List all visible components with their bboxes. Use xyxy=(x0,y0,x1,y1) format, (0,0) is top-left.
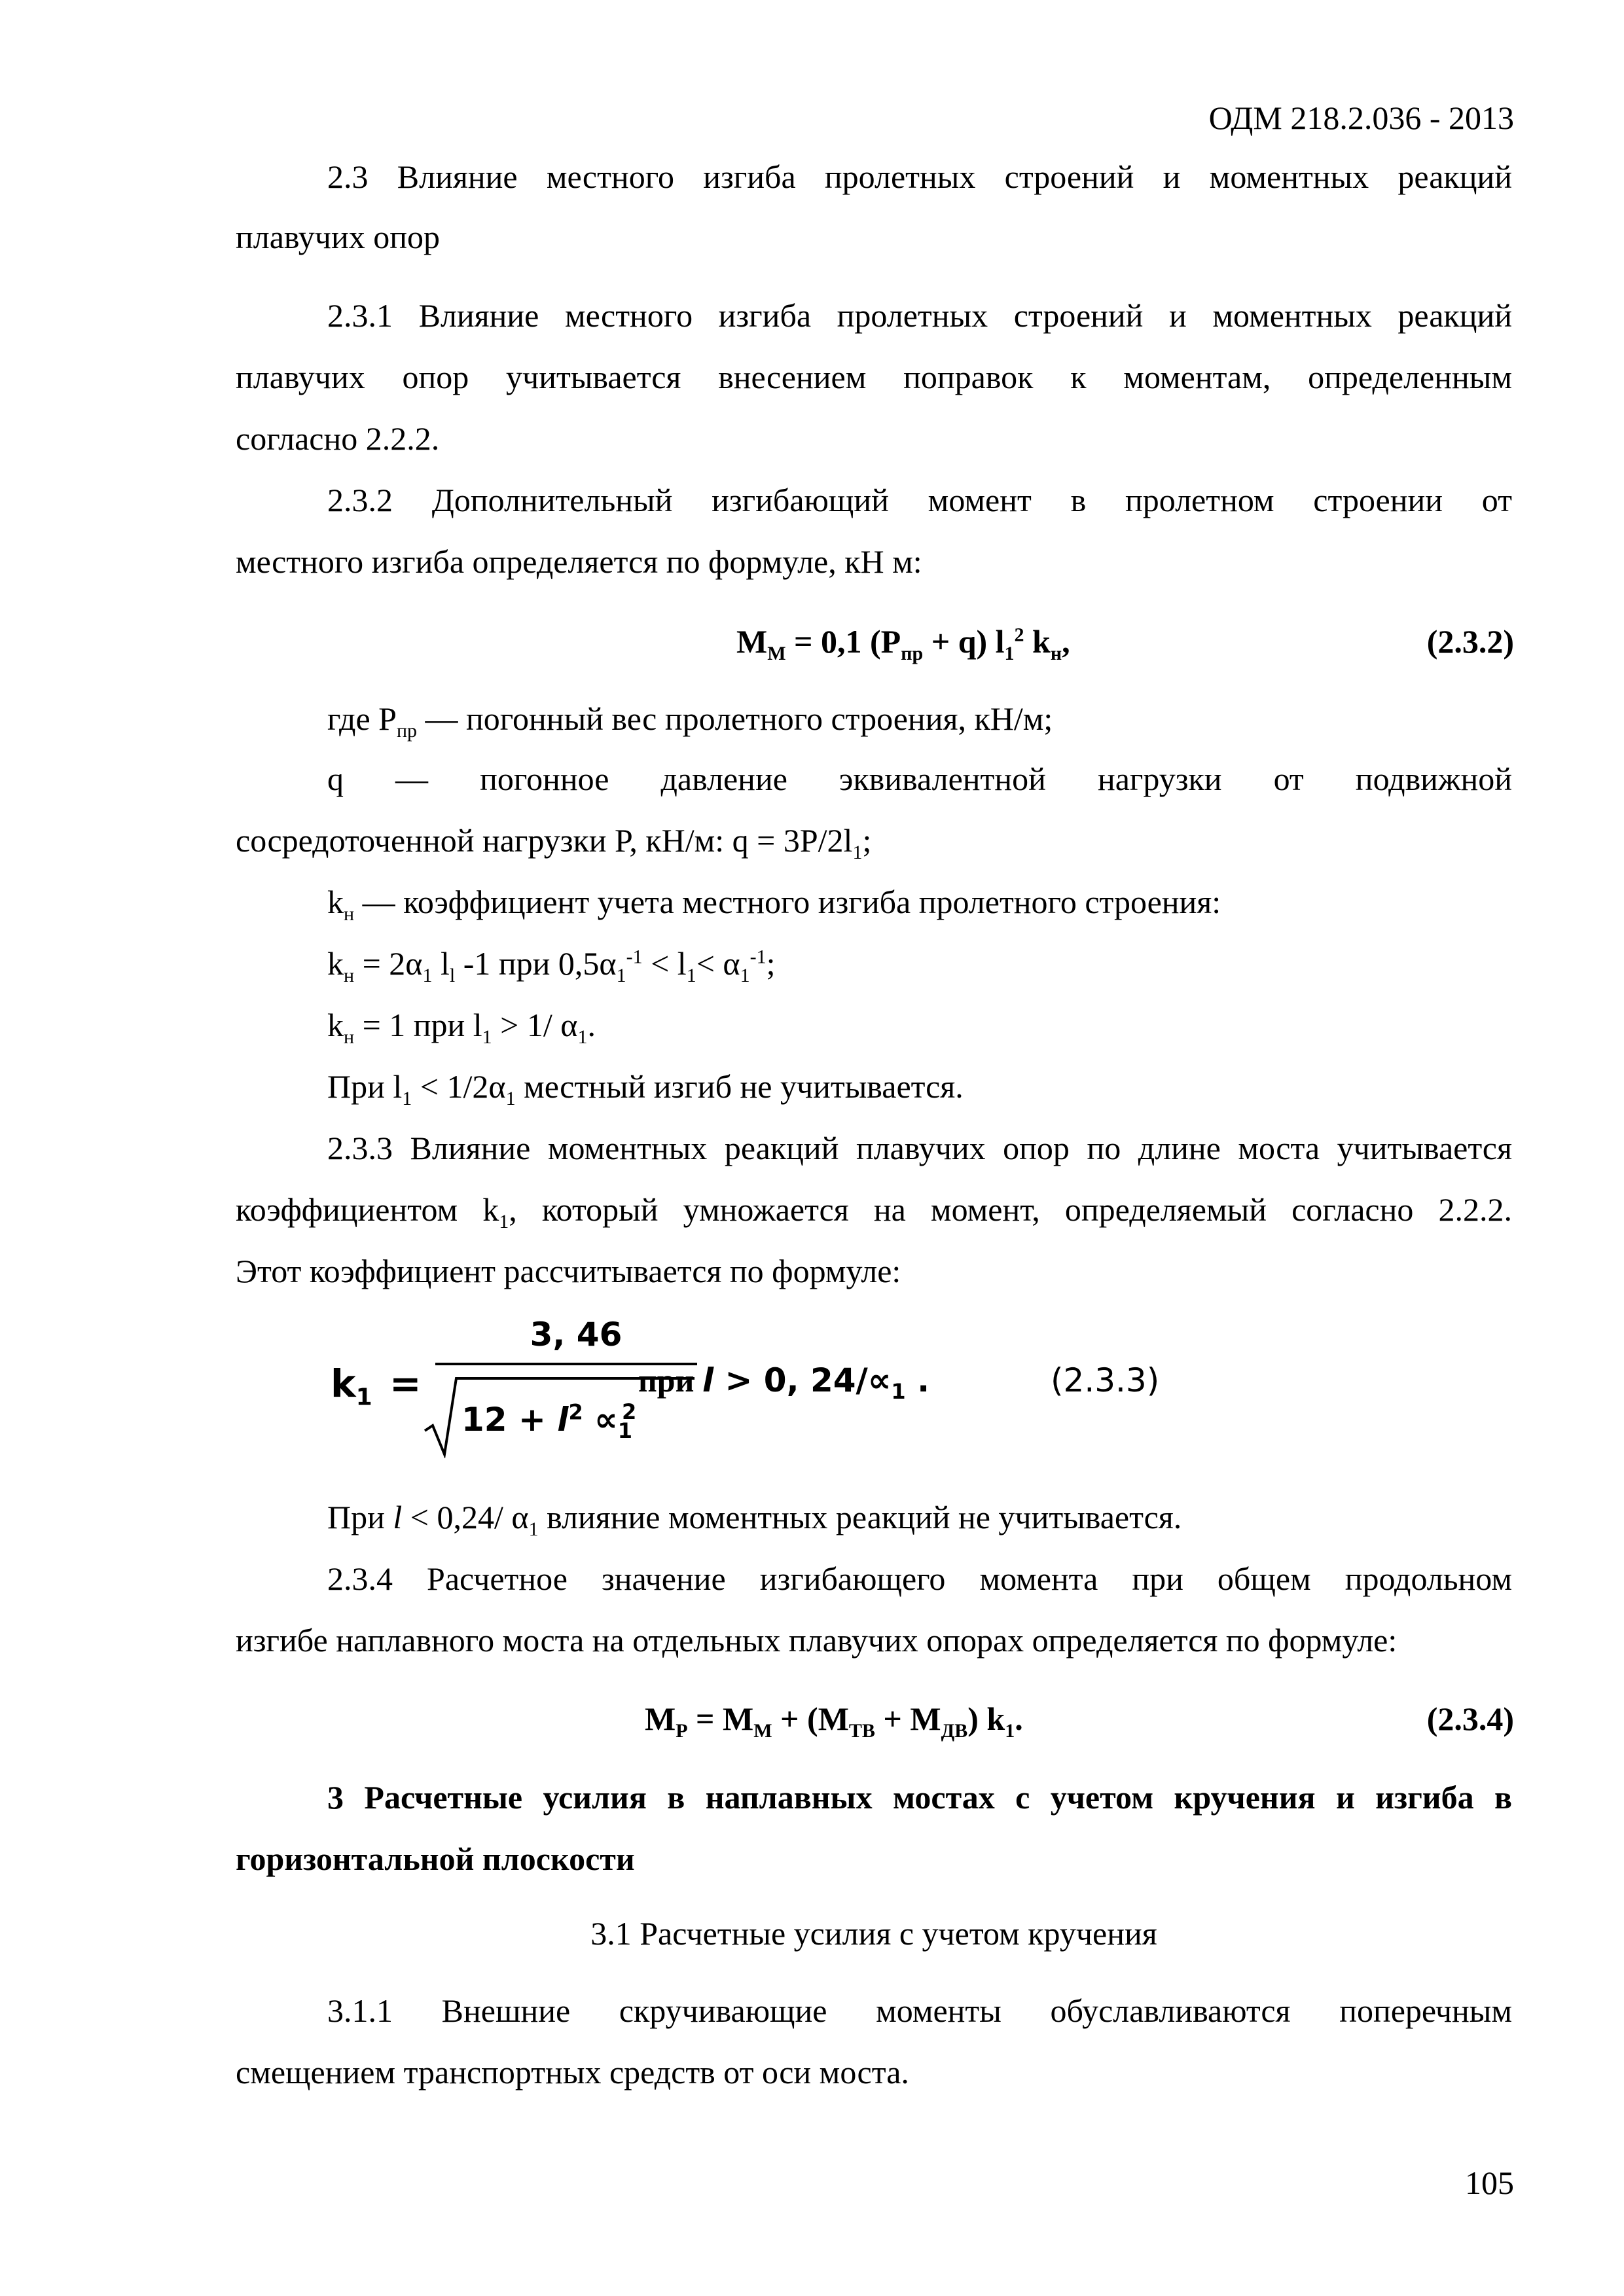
p-2-3-2-line2: местного изгиба определяется по формуле, кН м: xyxy=(236,543,922,580)
formula-k1-numerator: 3, 46 xyxy=(530,1316,623,1354)
formula-2-3-4: $M_P = M_М + (M_{ТВ} + M_{ДВ})$ $k_1$. xyxy=(645,1700,1023,1742)
where-kn-eq1: $k_н = 2\alpha_1$ $l_l$ -1 при $0,5\alpha_1^{-1} < l_1< \alpha_1^{-1}$; xyxy=(327,945,776,986)
formula-2-3-4-number: (2.3.4) xyxy=(1426,1700,1514,1737)
p-2-3-1-line2: плавучих опор учитывается внесением поправок к моментам, определенным xyxy=(236,359,1512,395)
p-2-3-1-line3: согласно 2.2.2. xyxy=(236,420,440,457)
where-note: При $l_1 < 1/2\alpha_1$ местный изгиб не учитывается. xyxy=(327,1068,964,1109)
p-3-1-1-line2: смещением транспортных средств от оси моста. xyxy=(236,2054,909,2090)
p-2-3-3-line2: коэффициентом $k_1$, который умножается на момент, определяемый согласно 2.2.2. xyxy=(236,1191,1512,1232)
section-3-title-line2: горизонтальной плоскости xyxy=(236,1840,635,1877)
formula-2-3-3-number: (2.3.3) xyxy=(1051,1361,1160,1399)
p-2-3-2-line1: 2.3.2 Дополнительный изгибающий момент в пролетном строении от xyxy=(327,482,1512,518)
section-2-3-title-line2: плавучих опор xyxy=(236,219,440,255)
formula-k1-condition: при l > 0, $24/\propto_1$ . xyxy=(638,1361,930,1404)
section-3-title-line1: 3 Расчетные усилия в наплавных мостах с учетом кручения и изгиба в xyxy=(327,1779,1512,1816)
p-2-3-3-line3: Этот коэффициент рассчитывается по формуле: xyxy=(236,1253,901,1289)
formula-k1-eq: = xyxy=(389,1361,422,1406)
where-ppr: где $P_{пр}$ — погонный вес пролетного строения, кН/м; xyxy=(327,700,1053,742)
where-q-line1: q — погонное давление эквивалентной нагрузки от подвижной xyxy=(327,761,1512,797)
p-after-k1: При l < 0,24/ $\alpha_1$ влияние моментных реакций не учитывается. xyxy=(327,1499,1182,1540)
formula-2-3-3 xyxy=(331,1316,1214,1473)
p-2-3-4-line2: изгибе наплавного моста на отдельных плавучих опорах определяется по формуле: xyxy=(236,1622,1398,1659)
where-q-line2: сосредоточенной нагрузки P, кН/м: $q = 3P/2l_1$; xyxy=(236,822,872,863)
p-2-3-4-line1: 2.3.4 Расчетное значение изгибающего момента при общем продольном xyxy=(327,1560,1512,1597)
section-3-1-title: 3.1 Расчетные усилия с учетом кручения xyxy=(590,1915,1157,1952)
where-kn: $k_н$ — коэффициент учета местного изгиба пролетного строения: xyxy=(327,884,1221,925)
formula-k1-denominator: $12 + l^2 \propto_1^2$ xyxy=(461,1399,637,1443)
p-2-3-1-line1: 2.3.1 Влияние местного изгиба пролетных строений и моментных реакций xyxy=(327,297,1512,334)
where-kn-eq2: $k_н = 1$ при $l_1 > 1/$ $\alpha_1$. xyxy=(327,1007,596,1048)
p-2-3-3-line1: 2.3.3 Влияние моментных реакций плавучих опор по длине моста учитывается xyxy=(327,1130,1512,1166)
formula-k1-lhs: $k_1$ xyxy=(331,1361,372,1411)
formula-2-3-2: $M_М = 0,1$ $(P_{пр} + q)$ $l_1^2$ $k_н$, xyxy=(736,623,1070,664)
page-number: 105 xyxy=(1465,2164,1514,2201)
p-3-1-1-line1: 3.1.1 Внешние скручивающие моменты обуславливаются поперечным xyxy=(327,1992,1512,2029)
document-code: ОДМ 218.2.036 - 2013 xyxy=(1208,99,1514,136)
formula-2-3-2-number: (2.3.2) xyxy=(1426,623,1514,660)
section-2-3-title-line1: 2.3 Влияние местного изгиба пролетных строений и моментных реакций xyxy=(327,158,1512,195)
